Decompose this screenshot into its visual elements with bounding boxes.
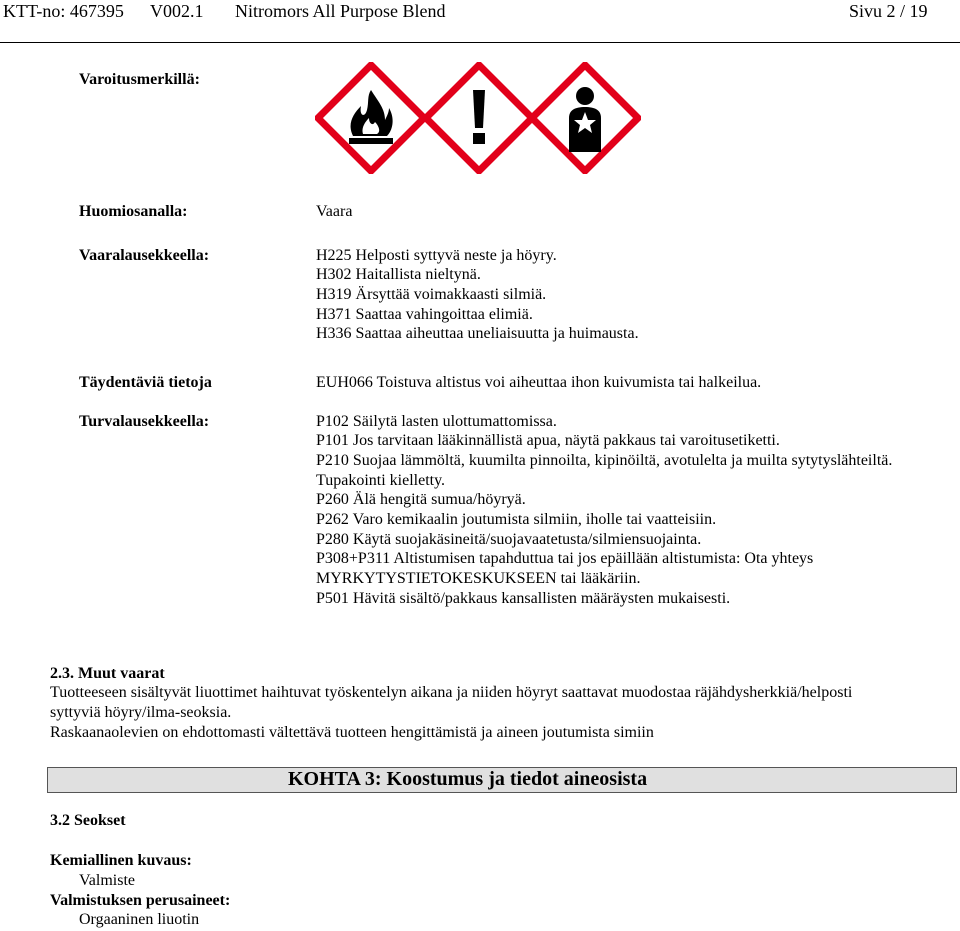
product-name: Nitromors All Purpose Blend <box>235 1 446 21</box>
precaution-line: P101 Jos tarvitaan lääkinnällistä apua, näytä pakkaus tai varoitusetiketti. <box>316 432 780 449</box>
section-2-3-title: Muut vaarat <box>78 665 165 682</box>
precaution-line: P501 Hävitä sisältö/pakkaus kansallisten määräysten mukaisesti. <box>316 590 731 607</box>
signal-word-label: Huomiosanalla: <box>79 203 188 220</box>
other-hazards-line: Raskaanaolevien on ehdottomasti vältettävä tuotteen hengittämistä ja aineen joutumista simiin <box>50 724 654 741</box>
chemical-description-value: Valmiste <box>79 872 135 889</box>
chemical-description-label: Kemiallinen kuvaus: <box>50 852 192 869</box>
supplemental-info-label: Täydentäviä tietoja <box>79 374 212 391</box>
precaution-line: P262 Varo kemikaalin joutumista silmiin, iholle tai vaatteisiin. <box>316 511 717 528</box>
page-number: Sivu 2 / 19 <box>849 1 928 21</box>
ktt-number: KTT-no: 467395 <box>3 1 124 21</box>
other-hazards-line: Tuotteeseen sisältyvät liuottimet haihtuvat työskentelyn aikana ja niiden höyryt saattavat muodostaa räjähdysherkkiä/helposti <box>50 684 853 701</box>
hazard-line-h225: H225 Helposti syttyvä neste ja höyry. <box>316 247 557 264</box>
base-substances-label: Valmistuksen perusaineet: <box>50 892 231 909</box>
section-2-3-heading <box>50 665 165 683</box>
header-rule <box>0 42 960 43</box>
precaution-line: P210 Suojaa lämmöltä, kuumilta pinnoilta, kipinöiltä, avotulelta ja muilta sytytyslähteiltä. <box>316 452 893 469</box>
precaution-line: P260 Älä hengitä sumua/höyryä. <box>316 491 526 508</box>
version: V002.1 <box>150 1 204 21</box>
hazard-line-h302: H302 Haitallista nieltynä. <box>316 266 481 283</box>
hazard-line-h336: H336 Saattaa aiheuttaa uneliaisuutta ja huimausta. <box>316 325 639 342</box>
signal-word: Vaara <box>316 203 353 220</box>
precaution-line: P280 Käytä suojakäsineitä/suojavaatetusta/silmiensuojainta. <box>316 531 702 548</box>
hazard-statements-label: Vaaralausekkeella: <box>79 247 210 264</box>
precaution-line: P102 Säilytä lasten ulottumattomissa. <box>316 413 557 430</box>
subsection-3-2: 3.2 Seokset <box>50 812 126 829</box>
supplemental-line: EUH066 Toistuva altistus voi aiheuttaa ihon kuivumista tai halkeilua. <box>316 374 762 391</box>
flame-icon <box>315 62 427 174</box>
exclamation-mark-icon <box>423 62 535 174</box>
hazard-line-h319: H319 Ärsyttää voimakkaasti silmiä. <box>316 286 547 303</box>
health-hazard-icon <box>529 62 641 174</box>
base-substances-value: Orgaaninen liuotin <box>79 911 200 928</box>
other-hazards-line: syttyviä höyry/ilma-seoksia. <box>50 704 232 721</box>
section-3-title: KOHTA 3: Koostumus ja tiedot aineosista <box>288 768 648 790</box>
warning-signs-label: Varoitusmerkillä: <box>79 71 200 88</box>
precautionary-statements-label: Turvalausekkeella: <box>79 413 210 430</box>
precaution-line: MYRKYTYSTIETOKESKUKSEEN tai lääkäriin. <box>316 570 641 587</box>
hazard-line-h371: H371 Saattaa vahingoittaa elimiä. <box>316 306 533 323</box>
precaution-line: Tupakointi kielletty. <box>316 472 446 489</box>
precaution-line: P308+P311 Altistumisen tapahduttua tai jos epäillään altistumista: Ota yhteys <box>316 550 814 567</box>
section-2-3-number: 2.3. <box>50 665 74 682</box>
